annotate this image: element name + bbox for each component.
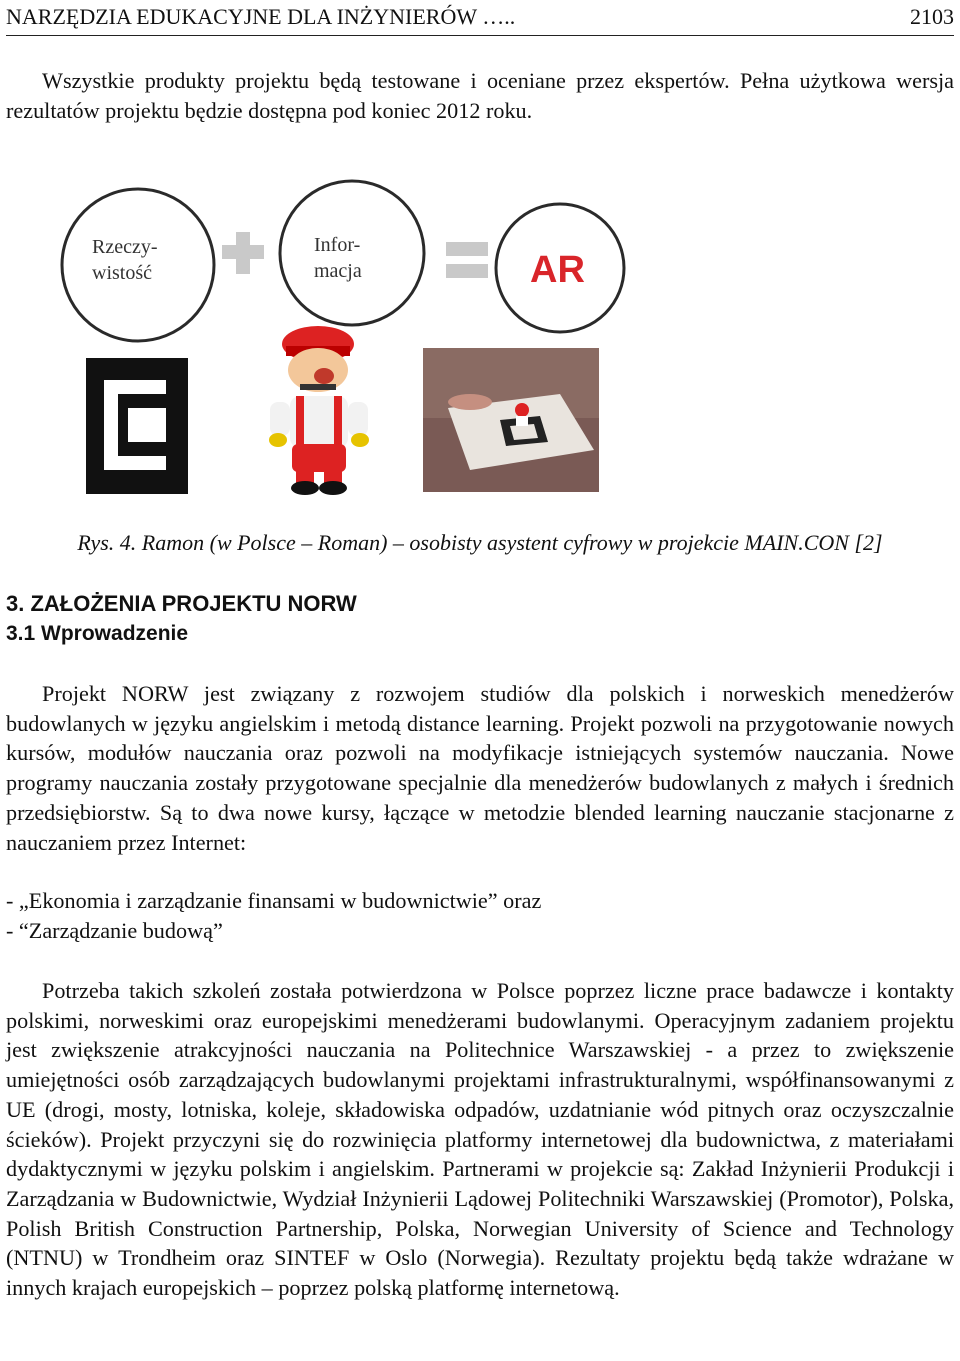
page-header [6, 2, 954, 36]
subsection-heading: 3.1 Wprowadzenie [6, 622, 189, 645]
information-label-line2: macja [314, 260, 362, 282]
header-title: NARZĘDZIA EDUKACYJNE DLA INŻYNIERÓW ….. [6, 4, 516, 29]
ar-marker-icon [86, 358, 188, 494]
paragraph-intro-norw: Projekt NORW jest związany z rozwojem studiów dla polskich i norweskich menedżerów budowlanych w języku angielskim i metodą distance learning. Projekt pozwoli na przygotowanie nowych kursów, modułów nauczania oraz pozwoli na modyfikacje istniejących systemów nauczania. Nowe programy nauczania zostały przygotowane specjalnie dla menedżerów budowlanych z małych i średnich przedsiębiorstw. Są to dwa nowe kursy, łączące w metodzie blended learning nauczanie stacjonarne z nauczaniem przez Internet: [6, 681, 954, 855]
ar-logo-text: AR [530, 249, 585, 291]
page-number: 2103 [910, 4, 954, 29]
list-item: - “Zarządzanie budową” [6, 918, 223, 943]
section-heading: 3. ZAŁOŻENIA PROJEKTU NORW [6, 591, 357, 616]
ar-photo-icon [423, 348, 599, 492]
reality-label-line2: wistość [92, 262, 152, 284]
figure-caption: Rys. 4. Ramon (w Polsce – Roman) – osobisty asystent cyfrowy w projekcie MAIN.CON [2] [77, 530, 883, 555]
reality-label [92, 234, 158, 286]
ramon-character-icon [269, 326, 369, 495]
information-label [314, 232, 362, 284]
figure-illustration [0, 170, 960, 510]
list-item: - „Ekonomia i zarządzanie finansami w budownictwie” oraz [6, 888, 542, 913]
intro-paragraph: Wszystkie produkty projektu będą testowane i oceniane przez ekspertów. Pełna użytkowa wersja rezultatów projektu będzie dostępna pod koniec 2012 roku. [6, 68, 954, 123]
reality-label-line1: Rzeczy- [92, 236, 158, 258]
equals-icon [446, 242, 488, 278]
information-label-line1: Infor- [314, 234, 361, 256]
plus-icon [222, 232, 264, 274]
figure-ar-ramon [0, 170, 960, 510]
paragraph-need-training: Potrzeba takich szkoleń została potwierdzona w Polsce poprzez liczne prace badawcze i kontakty polskimi, norweskimi oraz europejskimi menedżerami budowlanymi. Operacyjnym zadaniem projektu jest zwiększenie atrakcyjności nauczania na Politechnice Warszawskiej - a przez to zwiększenie umiejętności osób zarządzających budowlanymi projektami infrastrukturalnymi, współfinansowanymi z UE (drogi, mosty, lotniska, koleje, składowiska odpadów, uzdatnianie wód pitnych oraz oczyszczalnie ścieków). Projekt przyczyni się do rozwinięcia platformy internetowej dla budownictwa, z materiałami dydaktycznymi w języku polskim i angielskim. Partnerami w projekcie są: Zakład Inżynierii Produkcji i Zarządzania w Budownictwie, Wydział Inżynierii Lądowej Politechniki Warszawskiej (Promotor), Polska, Polish British Construction Partnership, Polska, Norwegian University of Science and Technology (NTNU) w Trondheim oraz SINTEF w Oslo (Norwegia). Rezultaty projektu będą także wdrażane w innych krajach europejskich – poprzez polską platformę internetową. [6, 978, 954, 1301]
